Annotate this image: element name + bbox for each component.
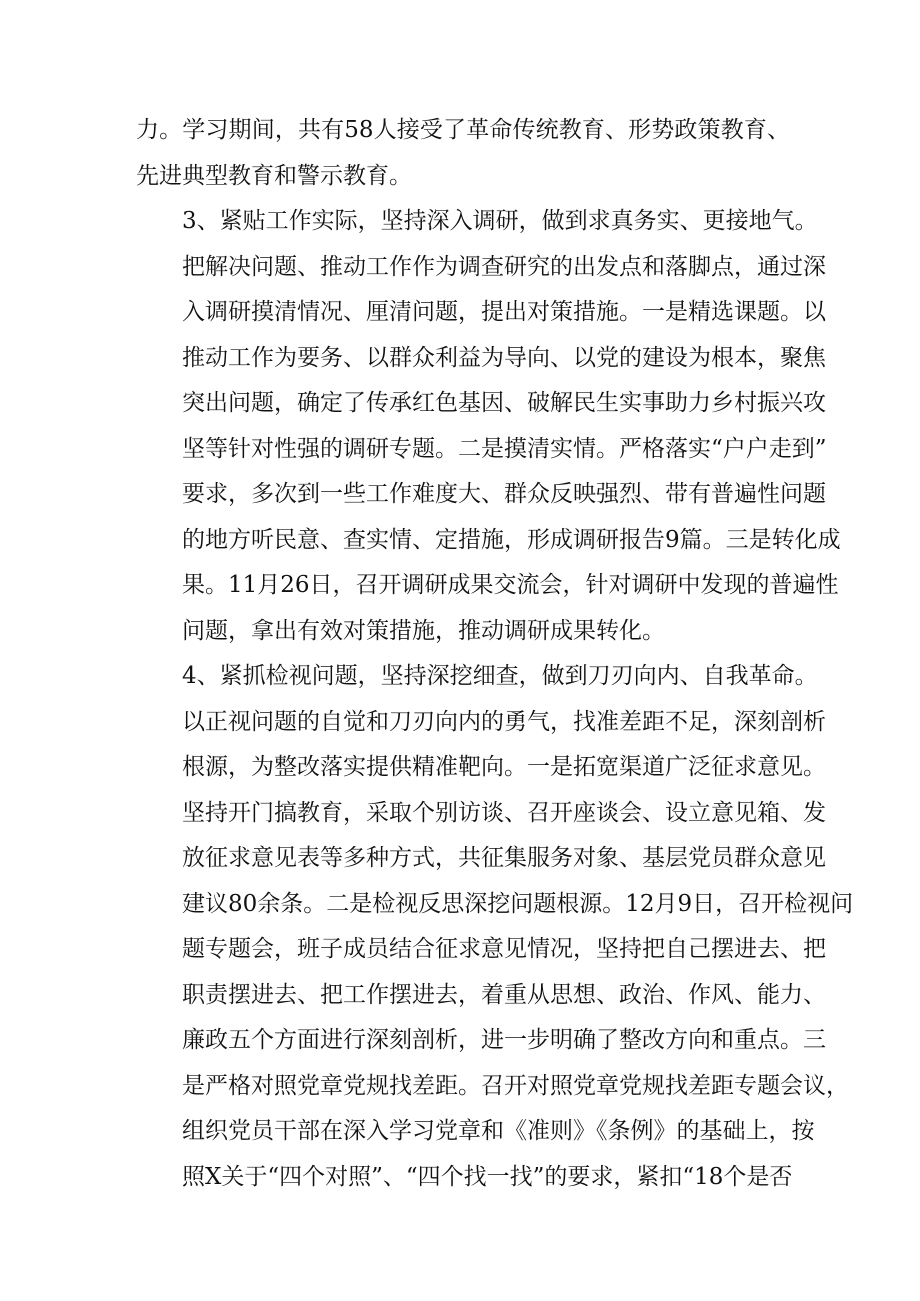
text-line: 照X关于“四个对照”、“四个找一找”的要求，紧扣“18个是否 (182, 1163, 793, 1190)
text-line: 4、紧抓检视问题，坚持深挖细查，做到刀刃向内、自我革命。 (182, 663, 818, 689)
text-line: 廉政五个方面进行深刻剖析，进一步明确了整改方向和重点。三 (182, 1027, 826, 1053)
text-line: 题专题会，班子成员结合征求意见情况，坚持把自己摆进去、把 (182, 936, 826, 962)
text-line: 建议80余条。二是检视反思深挖问题根源。12月9日，召开检视问 (182, 890, 854, 917)
text-line: 先进典型教育和警示教育。 (136, 162, 412, 189)
text-line: 力。学习期间，共有58人接受了革命传统教育、形势政策教育、 (136, 117, 790, 143)
text-line: 问题，拿出有效对策措施，推动调研成果转化。 (182, 617, 665, 644)
text-line: 放征求意见表等多种方式，共征集服务对象、基层党员群众意见 (182, 845, 826, 871)
text-line: 以正视问题的自觉和刀刃向内的勇气，找准差距不足，深刻剖析 (182, 708, 826, 735)
text-line: 是严格对照党章党规找差距。召开对照党章党规找差距专题会议， (182, 1072, 849, 1099)
text-line: 果。11月26日，召开调研成果交流会，针对调研中发现的普遍性 (182, 572, 839, 598)
text-line: 推动工作为要务、以群众利益为导向、以党的建设为根本，聚焦 (182, 344, 826, 371)
text-line: 坚等针对性强的调研专题。二是摸清实情。严格落实“户户走到” (182, 435, 827, 462)
text-line: 的地方听民意、查实情、定措施，形成调研报告9篇。三是转化成 (182, 526, 841, 553)
text-line: 入调研摸清情况、厘清问题，提出对策措施。一是精选课题。以 (182, 299, 826, 325)
text-line: 职责摆进去、把工作摆进去，着重从思想、政治、作风、能力、 (182, 981, 826, 1008)
text-line: 坚持开门搞教育，采取个别访谈、召开座谈会、设立意见箱、发 (182, 799, 826, 826)
text-line: 根源，为整改落实提供精准靶向。一是拓宽渠道广泛征求意见。 (182, 754, 826, 780)
document-body (136, 108, 854, 1200)
text-line: 突出问题，确定了传承红色基因、破解民生实事助力乡村振兴攻 (182, 390, 826, 416)
paragraph-continuation (136, 108, 790, 199)
text-line: 3、紧贴工作实际，坚持深入调研，做到求真务实、更接地气。 (182, 208, 818, 234)
text-line: 组织党员干部在深入学习党章和《准则》《条例》的基础上，按 (182, 1118, 815, 1144)
text-line: 把解决问题、推动工作作为调查研究的出发点和落脚点，通过深 (182, 253, 826, 280)
text-line: 要求，多次到一些工作难度大、群众反映强烈、带有普遍性问题 (182, 481, 826, 507)
paragraph-3 (136, 199, 841, 654)
paragraph-4 (136, 654, 854, 1200)
